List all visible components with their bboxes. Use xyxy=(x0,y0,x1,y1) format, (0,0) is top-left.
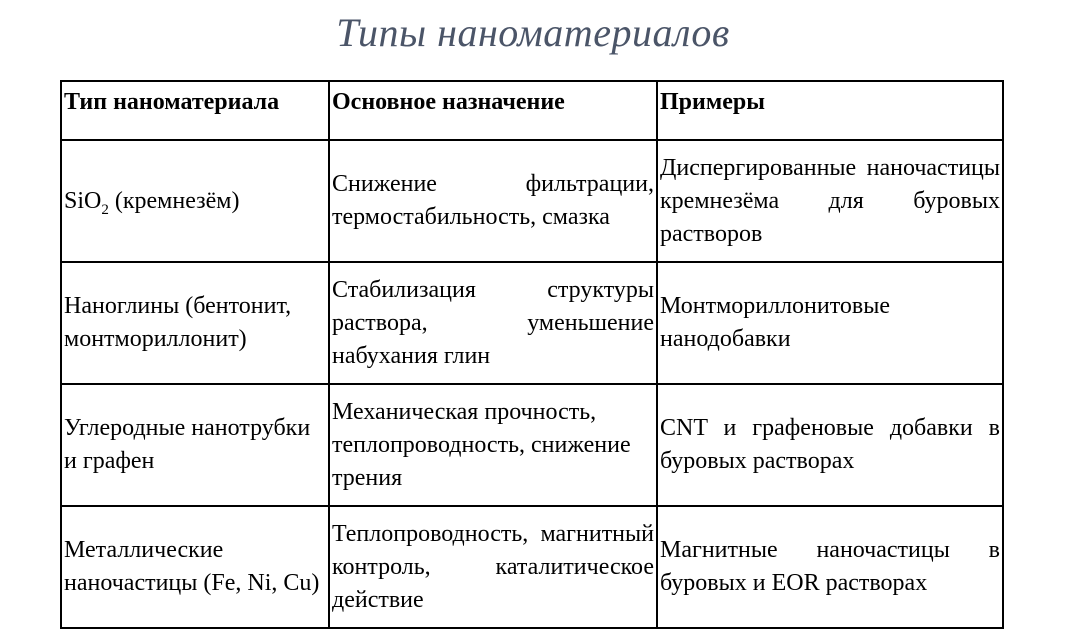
header-examples: Примеры xyxy=(657,81,1003,140)
cell-examples: CNT и графеновые добавки в буровых растворах xyxy=(657,384,1003,506)
type-rest: (кремнезём) xyxy=(108,187,240,214)
cell-type: Углеродные нанотрубки и графен xyxy=(61,384,329,506)
cell-type xyxy=(61,140,329,262)
cell-type: Металлические наночастицы (Fe, Ni, Cu) xyxy=(61,506,329,628)
header-type: Тип наноматериала xyxy=(61,81,329,140)
nanomaterials-table xyxy=(60,80,1004,629)
cell-examples: Диспергированные наночастицы кремнезёма для буровых растворов xyxy=(657,140,1003,262)
table-row xyxy=(61,384,1003,506)
cell-purpose: Теплопроводность, магнитный контроль, каталитическое действие xyxy=(329,506,657,628)
table-row xyxy=(61,262,1003,384)
cell-examples: Монтмориллонитовые нанодобавки xyxy=(657,262,1003,384)
cell-purpose: Механическая прочность, теплопроводность, снижение трения xyxy=(329,384,657,506)
table-row xyxy=(61,140,1003,262)
cell-examples: Магнитные наночастицы в буровых и EOR растворах xyxy=(657,506,1003,628)
page-title: Типы наноматериалов xyxy=(336,10,730,55)
formula-subscript: 2 xyxy=(101,201,109,218)
cell-type: Наноглины (бентонит, монтмориллонит) xyxy=(61,262,329,384)
table-header-row xyxy=(61,81,1003,140)
table-row xyxy=(61,506,1003,628)
header-purpose: Основное назначение xyxy=(329,81,657,140)
formula-main: SiO xyxy=(64,187,102,214)
cell-purpose: Снижение фильтрации, термостабильность, смазка xyxy=(329,140,657,262)
cell-purpose: Стабилизация структуры раствора, уменьшение набухания глин xyxy=(329,262,657,384)
